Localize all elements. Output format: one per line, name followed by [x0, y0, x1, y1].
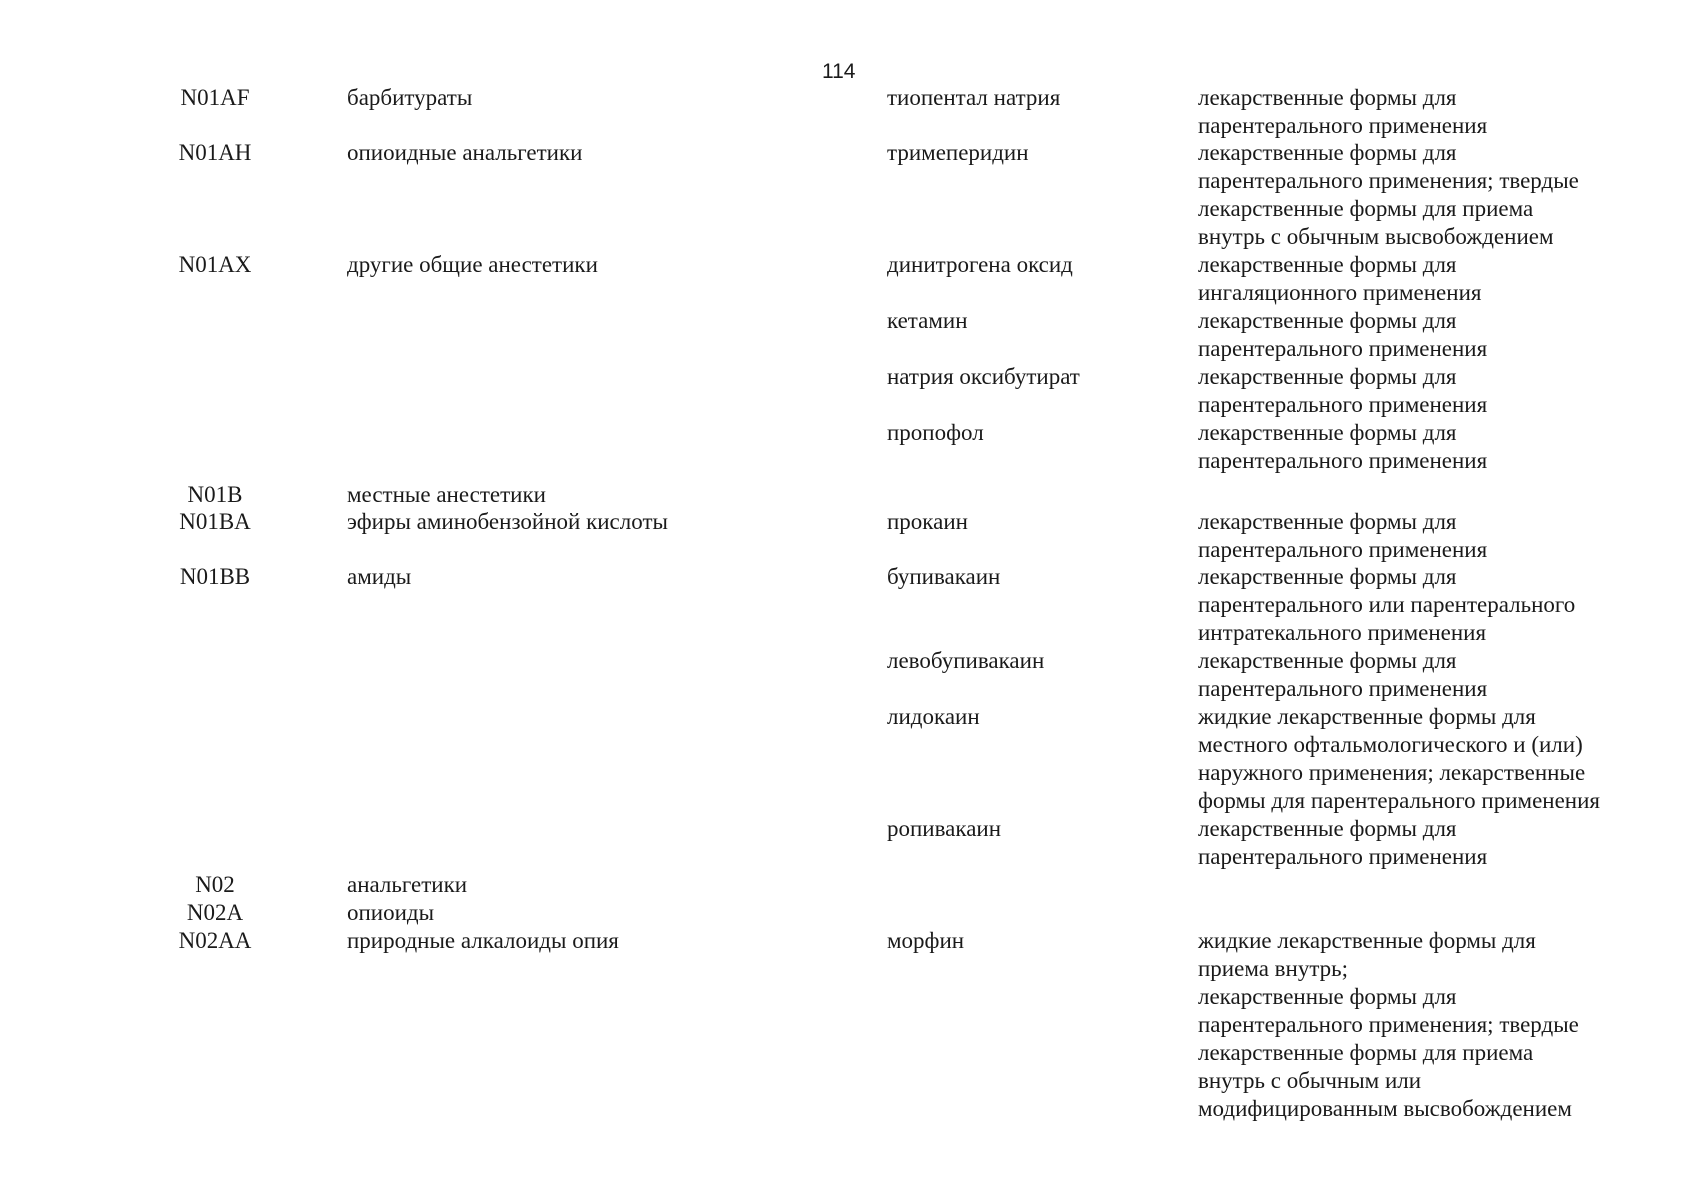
dosage-form-line: модифицированным высвобождением — [1198, 1096, 1572, 1121]
dosage-form — [1198, 307, 1638, 363]
dosage-form-line: наружного применения; лекарственные — [1198, 760, 1586, 785]
anatomical-therapeutic-group: опиоидные анальгетики — [347, 140, 583, 165]
dosage-form — [1198, 563, 1638, 647]
anatomical-therapeutic-group: другие общие анестетики — [347, 252, 598, 277]
drug-name: кетамин — [887, 308, 968, 333]
anatomical-therapeutic-group: местные анестетики — [347, 482, 546, 507]
dosage-form-line: приема внутрь; — [1198, 956, 1349, 981]
atc-code: N02AA — [178, 928, 252, 953]
drug-name: тримеперидин — [887, 140, 1029, 165]
dosage-form-line: парентерального применения; твердые — [1198, 168, 1579, 193]
drug-name: динитрогена оксид — [887, 252, 1073, 277]
anatomical-therapeutic-group: барбитураты — [347, 85, 473, 110]
anatomical-therapeutic-group: опиоиды — [347, 900, 435, 925]
dosage-form-line: лекарственные формы для приема — [1198, 1040, 1534, 1065]
dosage-form-line: жидкие лекарственные формы для — [1198, 928, 1536, 953]
drug-name: натрия оксибутират — [887, 364, 1080, 389]
dosage-form-line: лекарственные формы для — [1198, 984, 1457, 1009]
atc-code: N01AH — [178, 140, 252, 165]
dosage-form-line: парентерального применения — [1198, 537, 1488, 562]
dosage-form-line: парентерального применения — [1198, 448, 1488, 473]
atc-code: N01BB — [179, 564, 251, 589]
anatomical-therapeutic-group: анальгетики — [347, 872, 468, 897]
dosage-form-line: лекарственные формы для — [1198, 816, 1457, 841]
dosage-form-line: лекарственные формы для — [1198, 85, 1457, 110]
drug-name: левобупивакаин — [887, 648, 1045, 673]
dosage-form-line: жидкие лекарственные формы для — [1198, 704, 1536, 729]
dosage-form-line: лекарственные формы для — [1198, 564, 1457, 589]
drug-name: морфин — [887, 928, 965, 953]
dosage-form-line: парентерального применения — [1198, 676, 1488, 701]
dosage-form-line: лекарственные формы для — [1198, 509, 1457, 534]
dosage-form-line: парентерального применения — [1198, 392, 1488, 417]
dosage-form-line: интратекального применения — [1198, 620, 1487, 645]
dosage-form-line: парентерального применения — [1198, 844, 1488, 869]
atc-code: N01AX — [178, 252, 252, 277]
dosage-form-line: лекарственные формы для — [1198, 420, 1457, 445]
dosage-form-line: внутрь с обычным высвобождением — [1198, 224, 1554, 249]
atc-code: N01B — [187, 482, 243, 507]
dosage-form-line: лекарственные формы для — [1198, 252, 1457, 277]
atc-code: N01BA — [179, 509, 251, 534]
atc-code: N02 — [195, 872, 235, 897]
dosage-form — [1198, 508, 1638, 564]
dosage-form — [1198, 419, 1638, 475]
dosage-form — [1198, 363, 1638, 419]
dosage-form-line: парентерального или парентерального — [1198, 592, 1576, 617]
drug-name: прокаин — [887, 509, 968, 534]
anatomical-therapeutic-group: природные алкалоиды опия — [347, 928, 619, 953]
dosage-form — [1198, 647, 1638, 703]
drug-name: бупивакаин — [887, 564, 1001, 589]
dosage-form-line: лекарственные формы для — [1198, 140, 1457, 165]
anatomical-therapeutic-group: эфиры аминобензойной кислоты — [347, 509, 668, 534]
dosage-form — [1198, 815, 1638, 871]
dosage-form-line: местного офтальмологического и (или) — [1198, 732, 1583, 757]
drug-name: пропофол — [887, 420, 984, 445]
dosage-form-line: ингаляционного применения — [1198, 280, 1482, 305]
dosage-form — [1198, 84, 1638, 140]
drug-name: тиопентал натрия — [887, 85, 1061, 110]
anatomical-therapeutic-group: амиды — [347, 564, 412, 589]
drug-name: ропивакаин — [887, 816, 1002, 841]
atc-code: N02A — [186, 900, 244, 925]
atc-code: N01AF — [180, 85, 250, 110]
drug-name: лидокаин — [887, 704, 980, 729]
dosage-form — [1198, 927, 1638, 1123]
dosage-form — [1198, 139, 1638, 251]
dosage-form-line: парентерального применения; твердые — [1198, 1012, 1579, 1037]
dosage-form-line: лекарственные формы для приема — [1198, 196, 1534, 221]
dosage-form — [1198, 703, 1638, 815]
page-number: 114 — [822, 60, 856, 83]
dosage-form-line: парентерального применения — [1198, 336, 1488, 361]
dosage-form-line: внутрь с обычным или — [1198, 1068, 1422, 1093]
dosage-form-line: лекарственные формы для — [1198, 648, 1457, 673]
dosage-form-line: лекарственные формы для — [1198, 308, 1457, 333]
dosage-form-line: лекарственные формы для — [1198, 364, 1457, 389]
dosage-form-line: формы для парентерального применения — [1198, 788, 1601, 813]
dosage-form-line: парентерального применения — [1198, 113, 1488, 138]
dosage-form — [1198, 251, 1638, 307]
